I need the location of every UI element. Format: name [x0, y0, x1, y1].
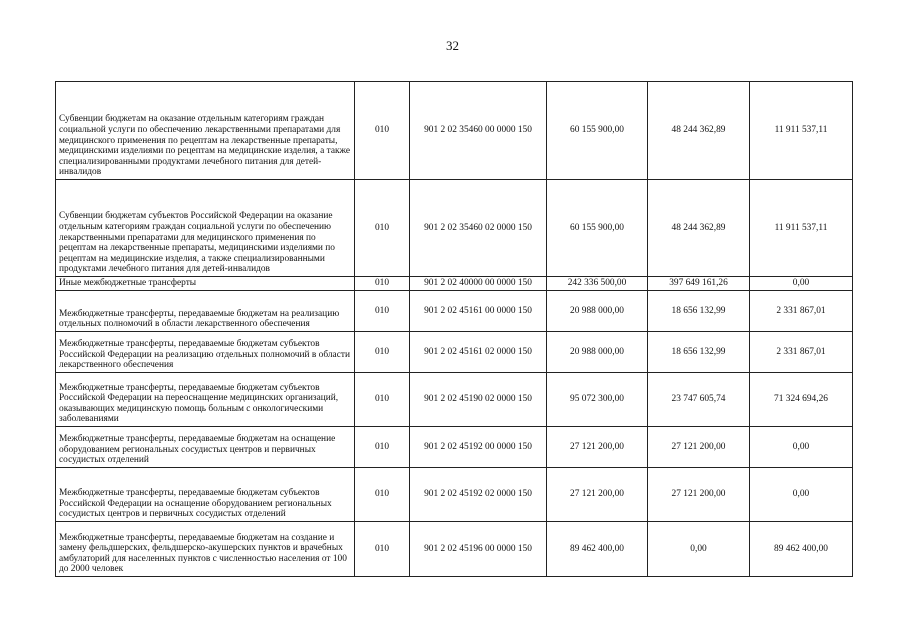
table-body	[56, 82, 853, 577]
plan-amount-cell: 60 155 900,00	[547, 180, 648, 277]
budget-code-cell: 901 2 02 45161 02 0000 150	[410, 332, 547, 373]
plan-amount-cell: 89 462 400,00	[547, 522, 648, 577]
row-name-cell: Иные межбюджетные трансферты	[56, 277, 355, 291]
admin-code-cell: 010	[355, 373, 410, 427]
actual-amount-cell: 18 656 132,99	[648, 332, 750, 373]
actual-amount-cell: 18 656 132,99	[648, 291, 750, 332]
table-row	[56, 373, 853, 427]
remainder-amount-cell: 2 331 867,01	[750, 332, 853, 373]
table-row	[56, 277, 853, 291]
row-name-cell: Межбюджетные трансферты, передаваемые бюджетам субъектов Российской Федерации на реализацию отдельных полномочий в области лекарственного обеспечения	[56, 332, 355, 373]
row-name-cell: Субвенции бюджетам на оказание отдельным категориям граждан социальной услуги по обеспечению лекарственными препаратами для медицинского применения по рецептам на лекарственные препараты, медицинскими изделиями по рецептам на медицинские изделия, а также специализированными продуктами лечебного питания для детей-инвалидов	[56, 82, 355, 180]
plan-amount-cell: 27 121 200,00	[547, 427, 648, 468]
actual-amount-cell: 48 244 362,89	[648, 82, 750, 180]
budget-code-cell: 901 2 02 45192 02 0000 150	[410, 468, 547, 522]
admin-code-cell: 010	[355, 180, 410, 277]
page-number: 32	[446, 38, 459, 53]
actual-amount-cell: 27 121 200,00	[648, 468, 750, 522]
remainder-amount-cell: 0,00	[750, 277, 853, 291]
plan-amount-cell: 27 121 200,00	[547, 468, 648, 522]
budget-code-cell: 901 2 02 45192 00 0000 150	[410, 427, 547, 468]
remainder-amount-cell: 11 911 537,11	[750, 82, 853, 180]
admin-code-cell: 010	[355, 468, 410, 522]
remainder-amount-cell: 89 462 400,00	[750, 522, 853, 577]
actual-amount-cell: 48 244 362,89	[648, 180, 750, 277]
admin-code-cell: 010	[355, 332, 410, 373]
actual-amount-cell: 23 747 605,74	[648, 373, 750, 427]
remainder-amount-cell: 0,00	[750, 427, 853, 468]
actual-amount-cell: 27 121 200,00	[648, 427, 750, 468]
admin-code-cell: 010	[355, 427, 410, 468]
table-row	[56, 522, 853, 577]
table-row	[56, 291, 853, 332]
plan-amount-cell: 20 988 000,00	[547, 332, 648, 373]
budget-code-cell: 901 2 02 45196 00 0000 150	[410, 522, 547, 577]
budget-code-cell: 901 2 02 40000 00 0000 150	[410, 277, 547, 291]
budget-code-cell: 901 2 02 35460 02 0000 150	[410, 180, 547, 277]
plan-amount-cell: 20 988 000,00	[547, 291, 648, 332]
budget-code-cell: 901 2 02 45161 00 0000 150	[410, 291, 547, 332]
remainder-amount-cell: 71 324 694,26	[750, 373, 853, 427]
plan-amount-cell: 60 155 900,00	[547, 82, 648, 180]
plan-amount-cell: 95 072 300,00	[547, 373, 648, 427]
table-row	[56, 468, 853, 522]
remainder-amount-cell: 2 331 867,01	[750, 291, 853, 332]
budget-code-cell: 901 2 02 35460 00 0000 150	[410, 82, 547, 180]
admin-code-cell: 010	[355, 82, 410, 180]
budget-table	[55, 81, 853, 577]
actual-amount-cell: 397 649 161,26	[648, 277, 750, 291]
table-row	[56, 82, 853, 180]
plan-amount-cell: 242 336 500,00	[547, 277, 648, 291]
table-row	[56, 180, 853, 277]
row-name-cell: Субвенции бюджетам субъектов Российской Федерации на оказание отдельным категориям граждан социальной услуги по обеспечению лекарственными препаратами для медицинского применения по рецептам на лекарственные препараты, медицинскими изделиями по рецептам на медицинские изделия, а также специализированными продуктами лечебного питания для детей-инвалидов	[56, 180, 355, 277]
row-name-cell: Межбюджетные трансферты, передаваемые бюджетам на оснащение оборудованием региональных сосудистых центров и первичных сосудистых отделений	[56, 427, 355, 468]
admin-code-cell: 010	[355, 277, 410, 291]
row-name-cell: Межбюджетные трансферты, передаваемые бюджетам на реализацию отдельных полномочий в области лекарственного обеспечения	[56, 291, 355, 332]
remainder-amount-cell: 11 911 537,11	[750, 180, 853, 277]
table-row	[56, 332, 853, 373]
actual-amount-cell: 0,00	[648, 522, 750, 577]
table-row	[56, 427, 853, 468]
row-name-cell: Межбюджетные трансферты, передаваемые бюджетам субъектов Российской Федерации на оснащение оборудованием региональных сосудистых центров и первичных сосудистых отделений	[56, 468, 355, 522]
row-name-cell: Межбюджетные трансферты, передаваемые бюджетам на создание и замену фельдшерских, фельдшерско-акушерских пунктов и врачебных амбулаторий для населенных пунктов с численностью населения от 100 до 2000 человек	[56, 522, 355, 577]
admin-code-cell: 010	[355, 291, 410, 332]
row-name-cell: Межбюджетные трансферты, передаваемые бюджетам субъектов Российской Федерации на переоснащение медицинских организаций, оказывающих медицинскую помощь больным с онкологическими заболеваниями	[56, 373, 355, 427]
remainder-amount-cell: 0,00	[750, 468, 853, 522]
budget-code-cell: 901 2 02 45190 02 0000 150	[410, 373, 547, 427]
admin-code-cell: 010	[355, 522, 410, 577]
